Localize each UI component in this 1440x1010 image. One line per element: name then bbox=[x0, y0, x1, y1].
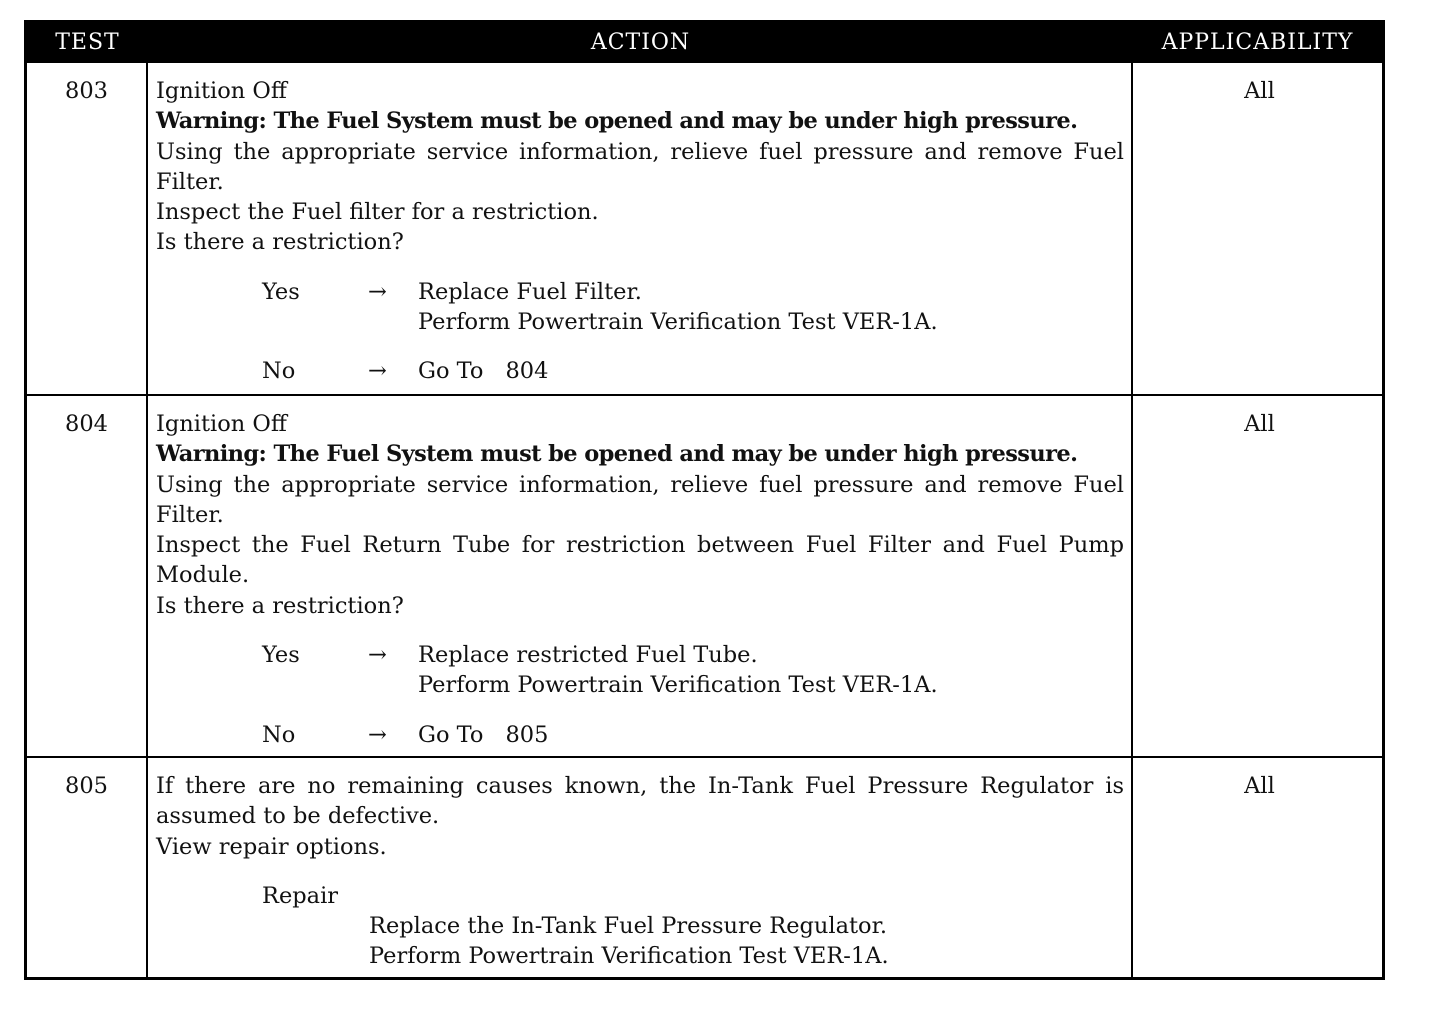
action-cell-804 bbox=[148, 394, 1133, 756]
answer-action: Replace restricted Fuel Tube. bbox=[418, 642, 758, 669]
step-text: If there are no remaining causes known, the In-Tank Fuel Pressure Regulator is assumed to be defective. bbox=[156, 773, 1124, 830]
warning-text: Warning: The Fuel System must be opened and may be under high pressure. bbox=[156, 441, 1078, 468]
answer-action: Perform Powertrain Verification Test VER-1A. bbox=[418, 309, 938, 336]
applicability-805: All bbox=[1133, 756, 1382, 977]
answer-no bbox=[262, 720, 1124, 750]
answer-block bbox=[156, 640, 1124, 750]
goto-label: Go To bbox=[418, 721, 484, 748]
header-action: ACTION bbox=[148, 23, 1133, 61]
goto-instruction bbox=[418, 356, 1124, 386]
step-text: Using the appropriate service information, relieve fuel pressure and remove Fuel Filter. bbox=[156, 471, 1124, 528]
repair-step: Perform Powertrain Verification Test VER-1A. bbox=[369, 943, 889, 970]
arrow-right-icon: → bbox=[368, 721, 387, 748]
arrow-right-icon: → bbox=[368, 278, 387, 305]
step-text: Ignition Off bbox=[156, 411, 287, 437]
action-cell-805 bbox=[148, 756, 1133, 977]
answer-block bbox=[156, 277, 1124, 387]
applicability-803: All bbox=[1133, 61, 1382, 394]
warning-text: Warning: The Fuel System must be opened and may be under high pressure. bbox=[156, 108, 1078, 135]
header-test: TEST bbox=[27, 23, 148, 61]
repair-step: Replace the In-Tank Fuel Pressure Regulator. bbox=[369, 913, 888, 940]
test-number-803: 803 bbox=[27, 61, 148, 394]
step-text: Inspect the Fuel Return Tube for restriction between Fuel Filter and Fuel Pump Module. bbox=[156, 532, 1124, 589]
answer-label: No bbox=[262, 721, 296, 748]
answer-no bbox=[262, 356, 1124, 386]
test-number-804: 804 bbox=[27, 394, 148, 756]
step-text: Ignition Off bbox=[156, 78, 287, 104]
question-text: Is there a restriction? bbox=[156, 229, 404, 256]
step-text: Inspect the Fuel filter for a restriction. bbox=[156, 199, 599, 226]
answer-yes bbox=[262, 277, 1124, 338]
answer-action: Perform Powertrain Verification Test VER-1A. bbox=[418, 672, 938, 699]
arrow-right-icon: → bbox=[368, 358, 387, 385]
arrow-right-icon: → bbox=[368, 642, 387, 669]
question-text: Is there a restriction? bbox=[156, 592, 404, 619]
goto-target[interactable]: 804 bbox=[505, 358, 549, 385]
diagnostic-test-table bbox=[24, 20, 1385, 980]
applicability-804: All bbox=[1133, 394, 1382, 756]
answer-label: No bbox=[262, 358, 296, 385]
goto-instruction bbox=[418, 720, 1124, 750]
repair-label: Repair bbox=[262, 882, 339, 909]
step-text: View repair options. bbox=[156, 833, 387, 860]
action-cell-803 bbox=[148, 61, 1133, 394]
answer-label: Yes bbox=[262, 642, 300, 669]
answer-yes bbox=[262, 640, 1124, 701]
step-text: Using the appropriate service information, relieve fuel pressure and remove Fuel Filter. bbox=[156, 138, 1124, 195]
answer-label: Yes bbox=[262, 278, 300, 305]
header-applicability: APPLICABILITY bbox=[1133, 23, 1382, 61]
goto-label: Go To bbox=[418, 358, 484, 385]
answer-action: Replace Fuel Filter. bbox=[418, 278, 642, 305]
test-number-805: 805 bbox=[27, 756, 148, 977]
goto-target[interactable]: 805 bbox=[505, 721, 549, 748]
